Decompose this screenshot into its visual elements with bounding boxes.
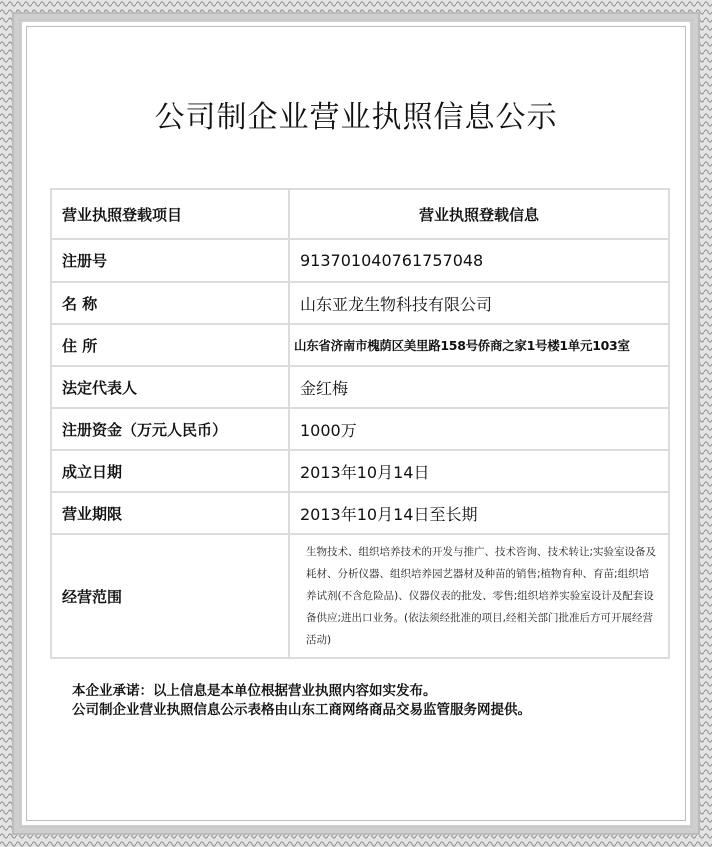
table-row xyxy=(51,492,669,534)
row-label: 成立日期 xyxy=(51,450,289,492)
footer-provider: 公司制企业营业执照信息公示表格由山东工商网络商品交易监管服务网提供。 xyxy=(72,702,531,718)
business-term: 2013年10月14日至长期 xyxy=(289,492,669,534)
footer-commitment: 本企业承诺：以上信息是本单位根据营业执照内容如实发布。 xyxy=(72,683,437,699)
row-label: 营业期限 xyxy=(51,492,289,534)
footer-notes xyxy=(72,682,672,720)
table-row xyxy=(51,239,669,282)
page-title: 公司制企业营业执照信息公示 xyxy=(154,100,558,135)
table-row xyxy=(51,408,669,450)
establishment-date: 2013年10月14日 xyxy=(289,450,669,492)
table-row xyxy=(51,282,669,324)
row-label: 法定代表人 xyxy=(51,366,289,408)
row-label: 名 称 xyxy=(51,282,289,324)
header-item-column: 营业执照登载项目 xyxy=(51,189,289,239)
legal-representative: 金红梅 xyxy=(289,366,669,408)
registration-number: 913701040761757048 xyxy=(289,239,669,282)
business-scope: 生物技术、组织培养技术的开发与推广、技术咨询、技术转让;实验室设备及耗材、分析仪器、组织培养园艺器材及种苗的销售;植物育种、育苗;组织培养试剂(不含危险品)、仪器仪表的批发、零售;组织培养实验室设计及配套设备供应;进出口业务。(依法须经批准的项目,经相关部门批准后方可开展经营活动) xyxy=(289,534,669,658)
company-address: 山东省济南市槐荫区美里路158号侨商之家1号楼1单元103室 xyxy=(289,324,669,366)
header-info-column: 营业执照登载信息 xyxy=(289,189,669,239)
table-row xyxy=(51,534,669,658)
row-label: 注册资金（万元人民币） xyxy=(51,408,289,450)
row-label: 住 所 xyxy=(51,324,289,366)
table-row xyxy=(51,324,669,366)
table-row xyxy=(51,450,669,492)
row-label: 注册号 xyxy=(51,239,289,282)
table-row xyxy=(51,366,669,408)
license-info-table xyxy=(50,188,670,659)
row-label: 经营范围 xyxy=(51,534,289,658)
registered-capital: 1000万 xyxy=(289,408,669,450)
table-header-row xyxy=(51,189,669,239)
company-name: 山东亚龙生物科技有限公司 xyxy=(289,282,669,324)
